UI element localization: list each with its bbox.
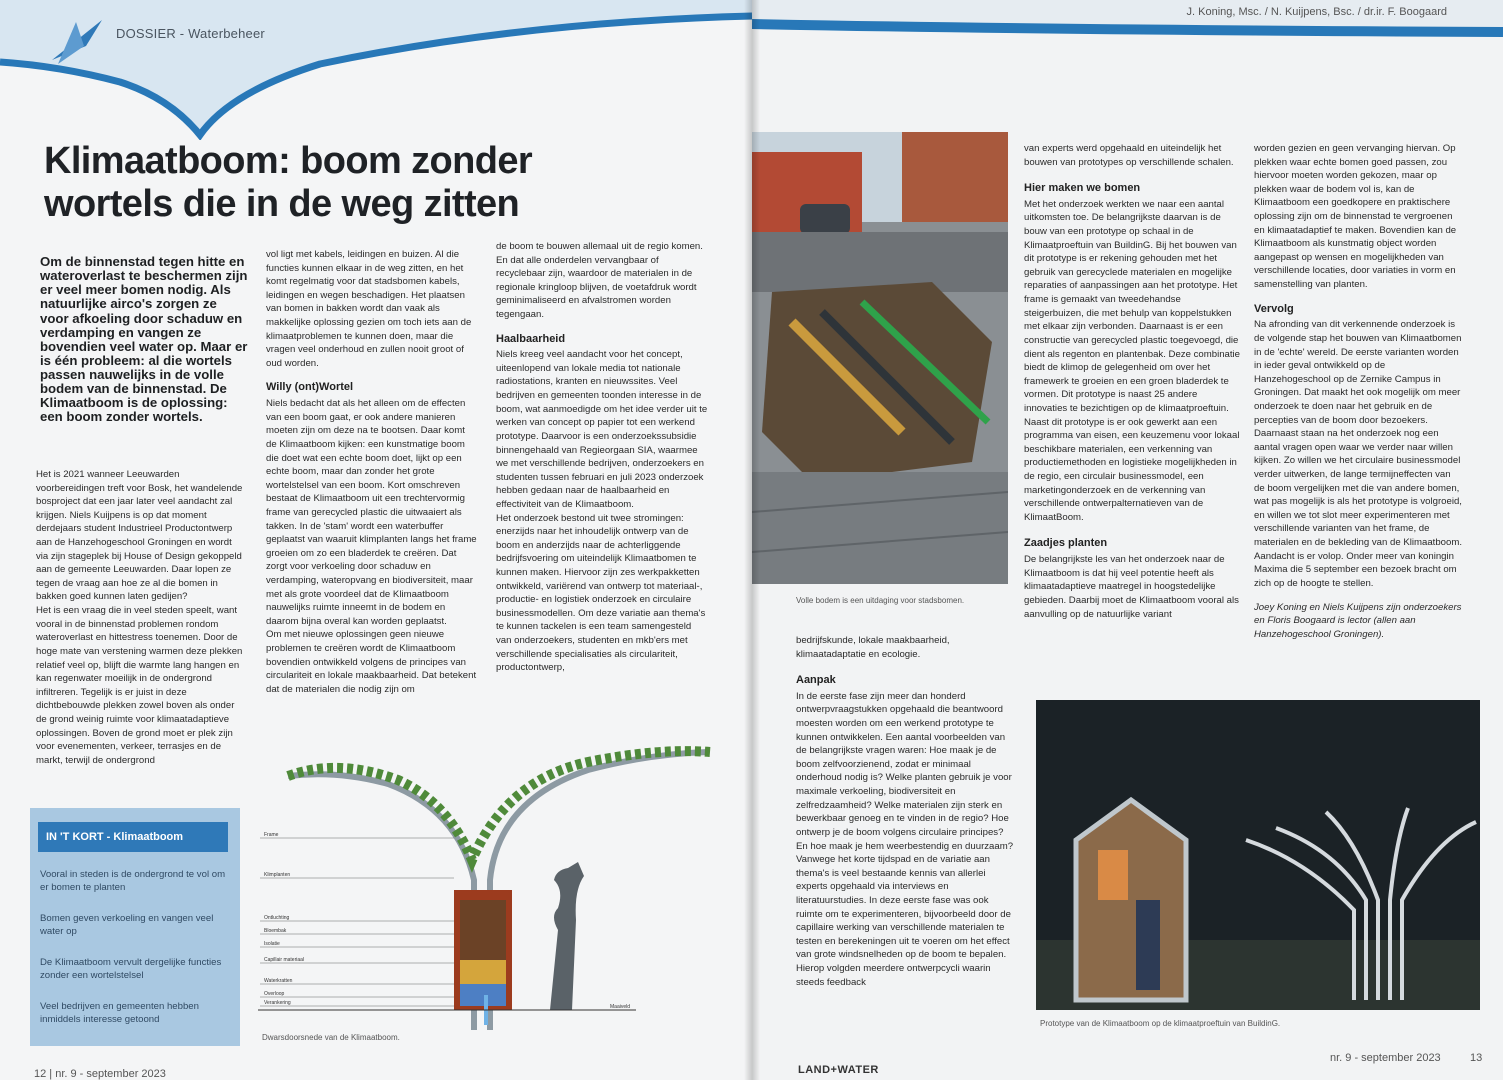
right-page [752,0,1503,1080]
diagram-label: Klimplanten [264,872,291,878]
diagram-label: Bloembak [264,928,287,934]
diagram-label: Capillair materiaal [264,957,305,963]
prototype-photo-caption: Prototype van de Klimaatboom op de klimaatproeftuin van BuildinG. [1040,1019,1281,1028]
diagram-label: Overloop [264,991,285,997]
paragraph: Om met nieuwe oplossingen geen nieuwe problemen te creëren wordt de Klimaatboom bovendien ontwikkeld volgens de principes van circulariteit en lokale maakbaarheid. Dat betekent dat de materialen die nodig zijn om [266,629,477,695]
paragraph: Na afronding van dit verkennende onderzoek is de volgende stap het bouwen van Klimaatbomen in de 'echte' wereld. De eerste varianten worden in ieder geval ontwikkeld op de Hanzehogeschool op de Zernike Campus in Groningen. Dat maakt het ook mogelijk om meer onderzoek te doen naar het gebruik en de percepties van de boom door bezoekers. Daarnaast staan na het onderzoek nog een aantal vragen open waar we verder naar willen kijken. Zo willen we het circulaire businessmodel verder uitwerken, de lange termijneffecten van de boom vergelijken met die van andere bomen, wat pas mogelijk is als het prototype is volgroeid, en willen we tot slot meer experimenteren met verschillende varianten van het frame, de materialen en de bekleding van de Klimaatboom. [1254,319,1462,549]
dossier-label: DOSSIER - Waterbeheer [116,26,265,41]
diagram-label: Frame [264,832,279,838]
paragraph: bedrijfskunde, lokale maakbaarheid, klimaatadaptatie en ecologie. [796,635,950,660]
subheading: Aanpak [796,674,836,687]
paragraph: In de eerste fase zijn meer dan honderd ontwerpvraagstukken opgehaald die beantwoord moesten worden om een werkend prototype te kunnen ontwikkelen. Een aantal voorbeelden van de belangrijkste vragen waren: Hoe maak je de boom zelfvoorzienend, zodat er minimaal onderhoud nodig is? Welke planten gebruik je voor maximale verkoeling, biodiversiteit en zelfredzaamheid? Welke materialen zijn sterk en bewerkbaar genoeg en te vinden in de regio? Hoe ontwerp je de boom volgens circulaire principes? En hoe maak je hem weerbestendig en duurzaam? [796,690,1014,852]
column-2 [266,248,478,697]
column-5 [1024,142,1242,621]
header-wave [0,0,752,140]
magazine-brand: LAND+WATER [798,1064,879,1076]
column-6 [1254,142,1462,641]
list-item: Bomen geven verkoeling en vangen veel water op [40,912,214,938]
author-bio: Joey Koning en Niels Kuijpens zijn onderzoekers en Floris Boogaard is lector (allen aan Hanzehogeschool Groningen). [1254,601,1462,640]
diagram-caption: Dwarsdoorsnede van de Klimaatboom. [262,1033,400,1042]
subheading: Zaadjes planten [1024,537,1108,550]
in-het-kort-list [40,868,230,1043]
in-het-kort-box [30,808,240,1046]
list-item: De Klimaatboom vervult dergelijke functies zonder een wortelstelsel [40,956,222,982]
paragraph: de boom te bouwen allemaal uit de regio komen. En dat alle onderdelen vervangbaar of recyclebaar zijn, waardoor de materialen in de regionale kringloop blijven, de voetafdruk wordt geminimaliseerd en afvalstromen worden tegengaan. [496,241,703,321]
diagram-label: Verankering [264,1000,291,1006]
paragraph: Het onderzoek bestond uit twee stromingen: enerzijds naar het inhoudelijk ontwerp van de boom en anderzijds naar de achterliggende bedrijfsvoering om uiteindelijk Klimaatbomen te kunnen maken. Hiervoor zijn zes werkpakketten ontwikkeld, variërend van ontwerp tot materiaal-, productie- en logistiek onderzoek en circulaire businessmodellen. Om deze variatie aan thema's te kunnen tackelen is een team samengesteld van onderzoekers, studenten en mkb'ers met verschillende specialisaties als circulariteit, productontwerp, [496,512,706,674]
street-excavation-photo [752,132,1008,584]
authors-line: J. Koning, Msc. / N. Kuijpens, Bsc. / dr.ir. F. Boogaard [1186,6,1447,18]
paragraph: Het is 2021 wanneer Leeuwarden voorbereidingen treft voor Bosk, het wandelende bosproject dat een jaar later veel aandacht zal krijgen. Niels Kuijpens is op dat moment derdejaars student Industrieel Productontwerp aan de Hanzehogeschool Groningen en wordt via zijn stageplek bij House of Design gekoppeld aan de gemeente Leeuwarden. Daar lopen ze tegen de vraag aan hoe ze al die bomen in bakken goed kunnen laten gedijen? [36,469,243,603]
footer-right-issue: nr. 9 - september 2023 [1330,1052,1441,1064]
paragraph: Het is een vraag die in veel steden speelt, want vooral in de binnenstad problemen rondom wateroverlast en hittestress toenemen. Door de hoge mate van verstening warmen deze plekken relatief veel op, blijft die warmte lang hangen en kan regenwater moeilijk in de ondergrond infiltreren. Tegelijk is er juist in deze dichtbebouwde plekken zowel boven als onder de grond weinig ruimte voor klimaatadaptieve oplossingen. Boven de grond moet er plek zijn voor evenementen, verkeer, terrasjes en de markt, terwijl de ondergrond [36,605,243,766]
subheading: Willy (ont)Wortel [266,381,354,394]
footer-left-issue: 12 | nr. 9 - september 2023 [34,1068,166,1080]
paragraph: Met het onderzoek werkten we naar een aantal uitkomsten toe. De belangrijkste daarvan is de bouw van een prototype op schaal in de Klimaatproeftuin van BuildinG. Bij het bouwen van dit prototype is er rekening gehouden met het gebruik van gerecyclede materialen en mogelijke reparaties of aanpassingen aan het prototype. Het frame is gemaakt van tweedehandse steigerbuizen, die met behulp van koppelstukken met elkaar zijn verbonden. Daarnaast is er een constructie van gerecycled plastic toegevoegd, die dient als regenton en plantenbak. Deze combinatie biedt de klimop de gelegenheid om over het framewerk te groeien en een groen bladerdek te vormen. Dit prototype is naast 25 andere innovaties te bezichtigen op de klimaatproeftuin. [1024,198,1241,414]
klimaatboom-cross-section-diagram [258,740,718,1040]
article-title: Klimaatboom: boom zonder wortels die in de weg zitten [44,140,533,225]
paragraph: De belangrijkste les van het onderzoek naar de Klimaatboom is dat hij veel potentie heeft als klimaatadaptieve maatregel in hoogstedelijke gebieden. Daarbij moet de Klimaatboom vooral als aanvulling op de natuurlijke variant [1024,554,1239,620]
list-item: Vooral in steden is de ondergrond te vol om er bomen te planten [40,869,226,894]
column-3 [496,240,708,675]
subheading: Haalbaarheid [496,332,566,345]
subheading: Hier maken we bomen [1024,182,1141,195]
street-photo-caption: Volle bodem is een uitdaging voor stadsbomen. [796,596,965,605]
paragraph: Niels kreeg veel aandacht voor het concept, uiteenlopend van lokale media tot nationale radiostations, kranten en nieuwssites. Veel bedrijven en gemeenten toonden interesse in de boom, wat aanmoedigde om het idee verder uit te werken van concept op papier tot een werkend prototype. Daarvoor is een onderzoekssubsidie binnengehaald van Regieorgaan SIA, waarmee we met verschillende bedrijven, onderzoekers en studenten tussen februari en juli 2023 onderzoek hebben gedaan naar de haalbaarheid en effectiviteit van de Klimaatboom. [496,349,708,510]
paragraph: worden gezien en geen vervanging hiervan. Op plekken waar echte bomen goed passen, zou hiervoor moeten worden gekozen, maar op plekken waar de bodem vol is, kan de Klimaatboom een goedkopere en praktischere oplossing zijn om de binnenstad te vergroenen en klimaatadaptief te maken. Bovendien kan de Klimaatboom als kunstmatig object worden aangepast op wensen en mogelijkheden van verschillende locaties, door variaties in vorm en samenstelling van planten. [1254,143,1457,291]
diagram-label: Ontluchting [264,915,290,921]
diagram-ground-label: Maaiveld [610,1004,631,1010]
article-lead: Om de binnenstad tegen hitte en wateroverlast te beschermen zijn er veel meer bomen nodig. Als natuurlijke airco's zorgen ze voor afkoeling door schaduw en verdamping en vangen ze bovendien veel water op. Maar er is één probleem: al die wortels passen nauwelijks in de volle bodem van de binnenstad. De Klimaatboom is de oplossing: een boom zonder wortels. [40,254,248,425]
paragraph: Niels bedacht dat als het alleen om de effecten van een boom gaat, er ook andere manieren moeten zijn om deze na te bootsen. Daar komt de Klimaatboom kijken: een kunstmatige boom die doet wat een echte boom doet, lijkt op een echte boom, maar dan zonder het grote wortelstelsel van een boom. Kort omschreven bestaat de Klimaatboom uit een trechtervormig frame van gerecycled plastic die uitwaaiert als takken. In de 'stam' wordt een waterbuffer geplaatst van waaruit klimplanten langs het frame groeien om zo een bladerdek te creëren. Dat zorgt voor verkoeling door schaduw en verdamping, wateropvang en biodiversiteit, maar met als grote voordeel dat de Klimaatboom nauwelijks ruimte inneemt in de bodem en daarom bijna overal kan worden geplaatst. [266,398,477,627]
list-item: Veel bedrijven en gemeenten hebben inmiddels interesse getoond [40,1000,199,1025]
paragraph: Vanwege het korte tijdspad en de variatie aan thema's is veel bestaande kennis van allerlei experts opgehaald via interviews en literatuurstudies. In deze eerste fase was ook ruimte om te experimenteren, bijvoorbeeld door de capillaire werking van verschillende materialen te testen en berekeningen uit te voeren om het effect van grote windsnelheden op de boom te bepalen. Hierop volgden meerdere ontwerpcycli waarin steeds feedback [796,854,1011,988]
paragraph: vol ligt met kabels, leidingen en buizen. Al die functies kunnen elkaar in de weg zitten, en het komt regelmatig voor dat stadsbomen kabels, leidingen en wegen beschadigen. Het plaatsen van bomen in bakken wordt dan vaak als makkelijke oplossing gezien om toch iets aan de klimaatproblemen te kunnen doen, maar die vragen veel onderhoud en zullen nooit groot of oud worden. [266,249,472,369]
spread-gutter [744,0,760,1080]
column-4 [796,634,1016,989]
dossier-logo-icon [46,16,106,68]
in-het-kort-heading: IN 'T KORT - Klimaatboom [38,822,228,852]
diagram-label: Isolatie [264,941,280,947]
paragraph: van experts werd opgehaald en uiteindelijk het bouwen van prototypes op verschillende schalen. [1024,143,1234,168]
column-1 [36,468,244,767]
diagram-label: Waterkratten [264,978,293,984]
page-number: 13 [1470,1052,1483,1064]
subheading: Vervolg [1254,302,1294,315]
paragraph: Aandacht is er volop. Onder meer van koningin Maxima die 5 september een bezoek bracht om zich op de hoogte te stellen. [1254,550,1457,589]
prototype-photo [1036,700,1480,1010]
paragraph: Naast dit prototype is er ook gewerkt aan een programma van eisen, een keuzemenu voor lokaal beschikbare materialen, een verkenning van productiemethoden en logistieke mogelijkheden in de regio, een circulair businessmodel, een marketingonderzoek en de verkenning van verschillende ontwerpalternatieven van de KlimaatBoom. [1024,416,1240,523]
